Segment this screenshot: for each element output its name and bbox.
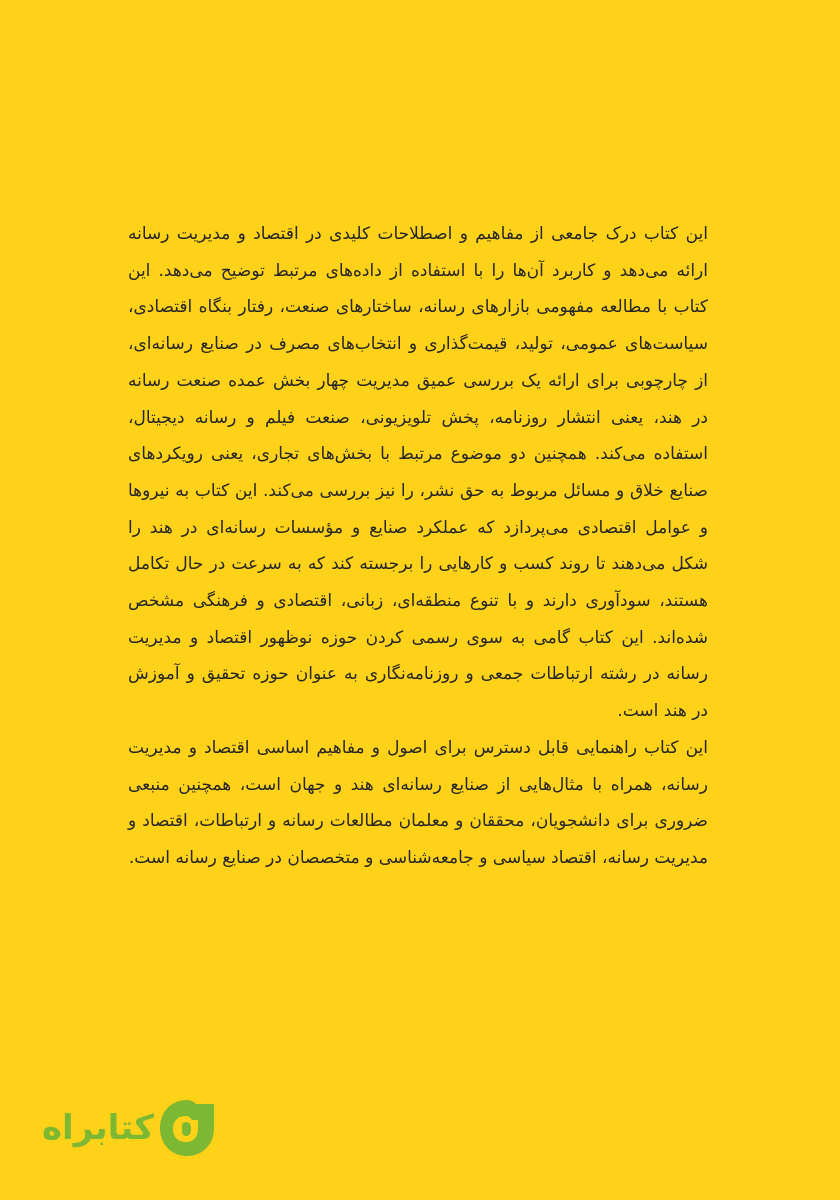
publisher-logo bbox=[38, 1098, 218, 1158]
publisher-wordmark: کتابراه bbox=[41, 1108, 155, 1148]
description-paragraph-2: این کتاب راهنمایی قابل دسترس برای اصول و مفاهیم اساسی اقتصاد و مدیریت رسانه، همراه با مثال‌هایی از صنایع رسانه‌ای هند و جهان است، همچنین منبعی ضروری برای دانشجویان، محققان و معلمان مطالعات رسانه و ارتباطات، اقتصاد و مدیریت رسانه، اقتصاد سیاسی و جامعه‌شناسی و متخصصان در صنایع رسانه است. bbox=[128, 737, 708, 868]
book-leaf-icon bbox=[156, 1098, 218, 1158]
description-paragraph-1: این کتاب درک جامعی از مفاهیم و اصطلاحات کلیدی در اقتصاد و مدیریت رسانه ارائه می‌دهد و کاربرد آن‌ها را با استفاده از داده‌های مرتبط توضیح می‌دهد. این کتاب با مطالعه مفهومی بازارهای رسانه، ساختارهای صنعت، رفتار بنگاه اقتصادی، سیاست‌های عمومی، تولید، قیمت‌گذاری و انتخاب‌های مصرف در صنایع رسانه‌ای، از چارچوبی برای ارائه یک بررسی عمیق مدیریت چهار بخش عمده صنعت رسانه در هند، یعنی انتشار روزنامه، پخش تلویزیونی، صنعت فیلم و رسانه دیجیتال، استفاده می‌کند. همچنین دو موضوع مرتبط با بخش‌های تجاری، یعنی رویکردهای صنایع خلاق و مسائل مربوط به حق نشر، را نیز بررسی می‌کند. این کتاب به نیروها و عوامل اقتصادی می‌پردازد که عملکرد صنایع و مؤسسات رسانه‌ای در هند را شکل می‌دهند تا روند کسب و کارهایی را برجسته کند که به سرعت در حال تکامل هستند، سودآوری دارند و با تنوع منطقه‌ای، زبانی، اقتصادی و فرهنگی مشخص شده‌اند. این کتاب گامی به سوی رسمی کردن حوزه نوظهور اقتصاد و مدیریت رسانه در رشته ارتباطات جمعی و روزنامه‌نگاری به عنوان حوزه تحقیق و آموزش در هند است. bbox=[128, 224, 708, 722]
description-text bbox=[128, 216, 708, 877]
